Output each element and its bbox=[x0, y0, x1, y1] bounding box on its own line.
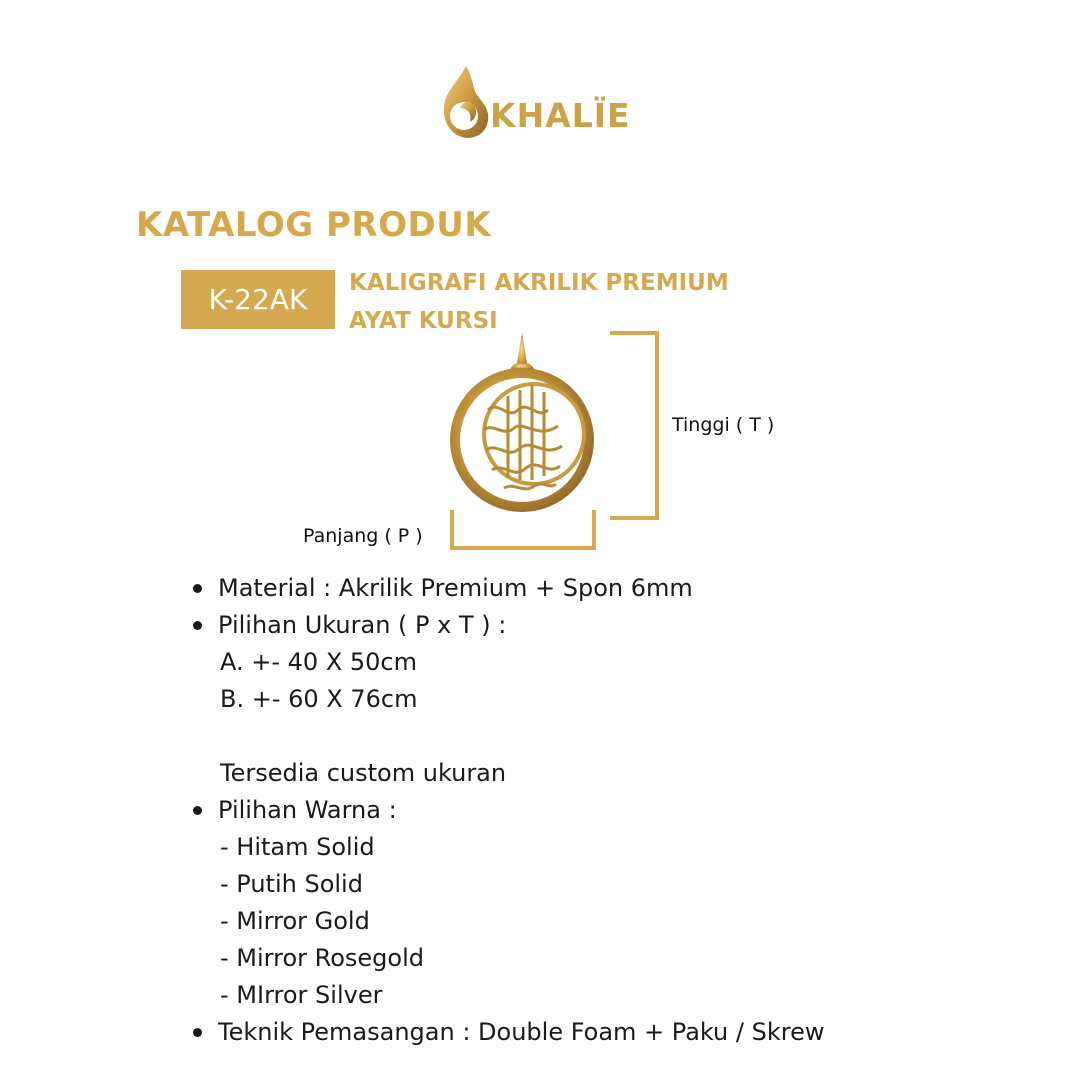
calligraphy-product-icon bbox=[448, 330, 608, 520]
spec-material: Material : Akrilik Premium + Spon 6mm bbox=[188, 570, 1048, 607]
spec-custom: Tersedia custom ukuran bbox=[220, 759, 507, 787]
product-code-badge bbox=[181, 270, 335, 329]
brand-logo bbox=[432, 62, 652, 148]
spec-size-b: B. +- 60 X 76cm bbox=[220, 685, 418, 713]
product-code: K-22AK bbox=[208, 283, 308, 316]
spec-size-heading: Pilihan Ukuran ( P x T ) : bbox=[188, 607, 1048, 644]
product-name-line2: AYAT KURSI bbox=[349, 308, 498, 334]
brand-name: KHALÏE bbox=[490, 96, 631, 135]
product-name-line1: KALIGRAFI AKRILIK PREMIUM bbox=[349, 270, 729, 296]
color-option: - Putih Solid bbox=[220, 870, 363, 898]
color-option: - Hitam Solid bbox=[220, 833, 375, 861]
catalog-title: KATALOG PRODUK bbox=[136, 205, 492, 245]
spec-installation: Teknik Pemasangan : Double Foam + Paku / Skrew bbox=[188, 1014, 1048, 1051]
spec-color-heading: Pilihan Warna : bbox=[188, 792, 1048, 829]
height-label: Tinggi ( T ) bbox=[672, 414, 775, 436]
color-option: - Mirror Gold bbox=[220, 907, 370, 935]
color-option: - Mirror Rosegold bbox=[220, 944, 424, 972]
product-name bbox=[349, 264, 729, 340]
width-label: Panjang ( P ) bbox=[303, 525, 423, 547]
spec-list bbox=[188, 570, 1048, 1051]
spec-size-a: A. +- 40 X 50cm bbox=[220, 648, 418, 676]
color-option: - MIrror Silver bbox=[220, 981, 383, 1009]
spacer bbox=[188, 718, 1048, 755]
